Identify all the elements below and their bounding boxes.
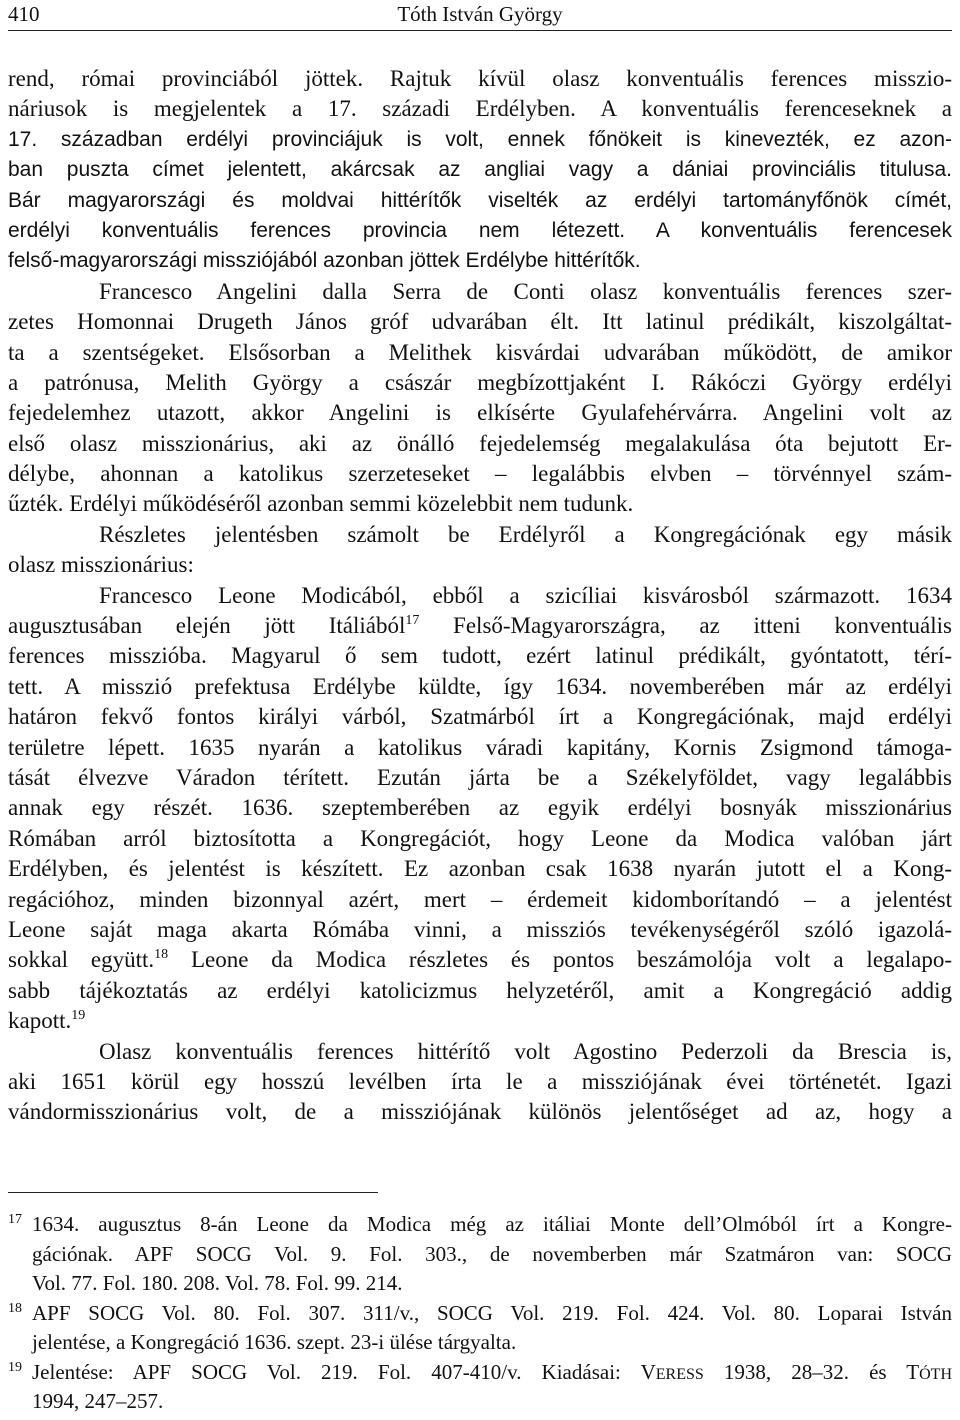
text-line: regációhoz, minden bizonnyal azért, mert – érdemeit kidomborítandó – a jelentést [8,886,952,912]
footnote-line: jelentése, a Kongregáció 1636. szept. 23-i ülése tárgyalta. [32,1330,517,1354]
author-initial: T [906,1359,920,1384]
text-line: sabb tájékoztatás az erdélyi katolicizmus helyzetéről, amit a Kongregáció addig [8,977,952,1003]
author-name [641,1360,704,1384]
text-line: felső-magyarországi missziójából azonban jöttek Erdélybe hittérítők. [8,249,641,273]
footnote-text: 1634. augusztus 8-án Leone da Modica még az itáliai Monte dell’Olmóból írt a Kongre- [32,1212,952,1236]
text-line: Erdélyben, és jelentést is készített. Ez azonban csak 1638 nyarán jutott el a Kong- [8,856,952,882]
author-initial: V [640,1359,656,1384]
footnote-separator [8,1192,378,1193]
text-line: határon fekvő fontos királyi várból, Szatmárból írt a Kongregációnak, majd erdélyi [8,704,952,730]
footnote-text: APF SOCG Vol. 80. Fol. 307. 311/v., SOCG Vol. 219. Fol. 424. Vol. 80. Loparai István [32,1300,952,1325]
text-line: űzték. Erdélyi működéséről azonban semmi közelebbit nem tudunk. [8,491,634,517]
text-line [8,1006,952,1036]
text-fragment: Leone da Modica részletes és pontos beszámolója volt a legalapo- [168,947,952,973]
footnote-ref: 19 [71,1008,86,1024]
text-line: Olasz konventuális ferences hittérítő volt Agostino Pederzoli da Brescia is, [99,1038,952,1064]
footnote-line: 19 Jelentése: APF SOCG Vol. 219. Fol. 407-410/v. Kiadásai: VERESS 1938, 28–32. és TÓTH [8,1359,952,1384]
text-line: első olasz misszionárius, aki az önálló fejedelemség megalakulása óta bejutott Er- [8,430,952,456]
footnote-ref: 18 [154,947,169,963]
text-line: vándormisszionárius volt, de a missziójának különös jelentőséget ad az, hogy a [8,1099,952,1125]
footnote-line: gációnak. APF SOCG Vol. 9. Fol. 303., de novemberben már Szatmáron van: SOCG [32,1241,952,1266]
body-text [8,64,952,1128]
text-line: erdélyi konventuális ferences provincia nem létezett. A konventuális ferencesek [8,218,952,242]
author-smallcaps: ÓTH [919,1365,952,1383]
page-header [8,0,952,31]
text-line: náriusok is megjelentek a 17. századi Erdélyben. A konventuális ferenceseknek a [8,96,952,122]
text-line: olasz misszionárius: [8,552,194,578]
text-line: fejedelemhez utazott, akkor Angelini is elkísérte Gyulafehérvárra. Angelini volt az [8,400,952,426]
text-line: aki 1651 körül egy hosszú levélben írta le a missziójának évei történetét. Igazi [8,1068,952,1094]
text-line: Részletes jelentésben számolt be Erdélyről a Kongregációnak egy másik [99,521,952,547]
author-name [906,1360,952,1384]
text-line: Bár magyarországi és moldvai hittérítők viselték az erdélyi tartományfőnök címét, [8,188,952,212]
text-line: területre lépett. 1635 nyarán a katolikus váradi kapitány, Kornis Zsigmond támoga- [8,734,952,760]
text-line: a patrónusa, Melith György a császár megbízottjaként I. Rákóczi György erdélyi [8,369,952,395]
footnote-ref: 17 [405,613,420,629]
text-line: zetes Homonnai Drugeth János gróf udvarában élt. Itt latinul prédikált, kiszolgáltat- [8,309,952,335]
text-line [8,945,952,975]
footnote-text: 1938, 28–32. és [703,1359,907,1384]
text-line: ta a szentségeket. Elsősorban a Melithek kisvárdai udvarában működött, de amikor [8,339,952,365]
text-line: ferences misszióba. Magyarul ő sem tudott, ezért latinul prédikált, gyóntatott, térí- [8,643,952,669]
footnote-text: Jelentése: APF SOCG Vol. 219. Fol. 407-410/v. Kiadásai: [32,1359,641,1384]
text-fragment: sokkal együtt. [8,947,155,973]
text-line: rend, római provinciából jöttek. Rajtuk kívül olasz konventuális ferences misszio- [8,66,952,91]
text-line: délybe, ahonnan a katolikus szerzeteseket – legalábbis elvben – törvénnyel szám- [8,461,952,487]
text-fragment: Felső-Magyarországra, az itteni konventuális [419,613,952,639]
page-number: 410 [8,2,40,26]
footnote-line: 18 APF SOCG Vol. 80. Fol. 307. 311/v., SOCG Vol. 219. Fol. 424. Vol. 80. Loparai István [8,1300,952,1325]
footnotes [8,1210,952,1417]
footnote-line: Vol. 77. Fol. 180. 208. Vol. 78. Fol. 99. 214. [32,1271,403,1295]
author-smallcaps: ERESS [655,1365,704,1383]
text-line: Francesco Angelini dalla Serra de Conti olasz konventuális ferences szer- [99,278,952,304]
text-fragment: augusztusában elején jött Itáliából [8,613,406,639]
text-line [8,611,952,641]
text-line: Francesco Leone Modicából, ebből a szicíliai kisvárosból származott. 1634 [99,582,952,608]
footnote-line: 1994, 247–257. [32,1389,164,1413]
text-line: annak egy részét. 1636. szeptemberében az egyik erdélyi bosnyák misszionárius [8,795,952,821]
text-line: Leone saját maga akarta Rómába vinni, a missziós tevékenységéről szóló igazolá- [8,916,952,942]
text-line: tását élvezve Váradon térített. Ezután járta be a Székelyföldet, vagy legalábbis [8,764,952,790]
running-head: Tóth István György [397,2,563,26]
text-line: Rómában arról biztosította a Kongregációt, hogy Leone da Modica valóban járt [8,825,952,851]
text-line: tett. A misszió prefektusa Erdélybe küldte, így 1634. novemberében már az erdélyi [8,673,952,699]
text-fragment: kapott. [8,1008,72,1034]
footnote-line: 17 1634. augusztus 8-án Leone da Modica még az itáliai Monte dell’Olmóból írt a Kongre- [8,1212,952,1236]
text-line: ban puszta címet jelentett, akárcsak az angliai vagy a dániai provinciális titulusa. [8,158,952,182]
text-line: 17. században erdélyi provinciájuk is volt, ennek főnökeit is kinevezték, ez azon- [8,127,952,151]
